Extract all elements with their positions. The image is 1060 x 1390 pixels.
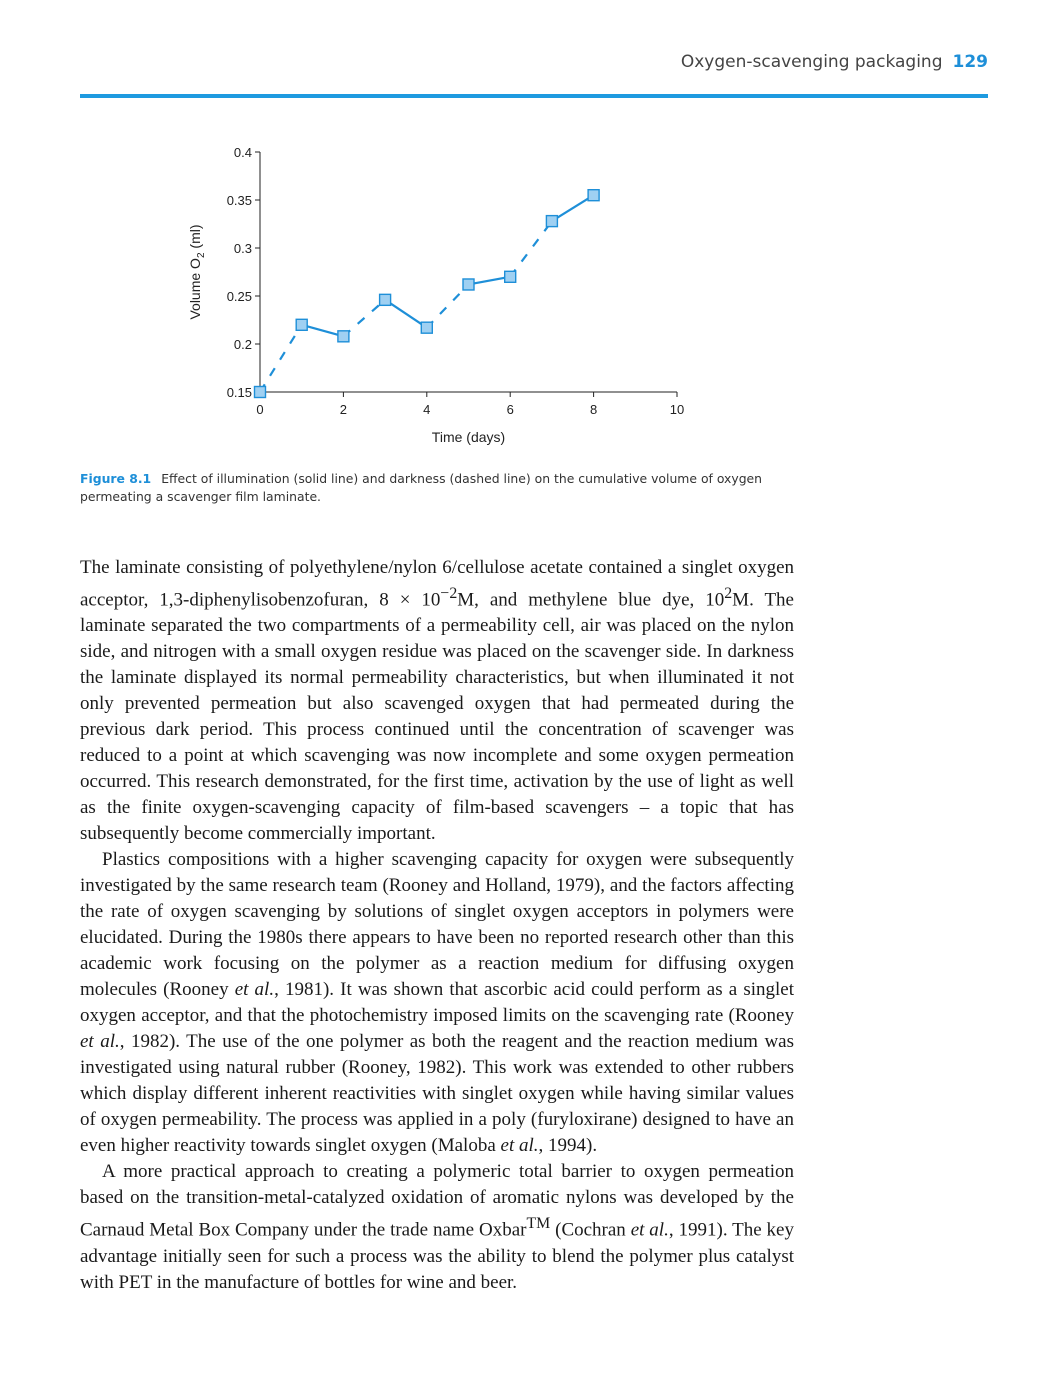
x-tick-label: 8 bbox=[589, 402, 598, 417]
data-point-marker bbox=[546, 216, 557, 227]
data-point-marker bbox=[463, 279, 474, 290]
paragraph-3-text-c: , 1991). The key advantage initially seen for such a process was the ability to blend the polymer plus catalyst with PET in the manufacture of bottles for wine and beer. bbox=[80, 1219, 794, 1293]
paragraph-2-etal-2: et al. bbox=[80, 1031, 120, 1053]
paragraph-2-etal-1: et al. bbox=[234, 979, 275, 1001]
body-text bbox=[80, 555, 794, 1296]
paragraph-3-text-a: A more practical approach to creating a polymeric total barrier to oxygen permeation based on the transition-metal-catalyzed oxidation of aromatic nylons was developed by the Carnaud Metal Box Company under the trade name Oxbar bbox=[80, 1161, 794, 1241]
paragraph-1-text-b: M, and methylene blue dye, 10 bbox=[457, 589, 725, 611]
data-point-marker bbox=[588, 190, 599, 201]
paragraph-1 bbox=[80, 555, 794, 847]
series-segment-dashed bbox=[343, 300, 385, 336]
x-tick-label: 4 bbox=[423, 402, 431, 417]
paragraph-3-etal: et al. bbox=[630, 1219, 669, 1241]
paragraph-2-text-d: , 1994). bbox=[538, 1135, 598, 1157]
series-segment-dashed bbox=[427, 284, 469, 327]
data-point-marker bbox=[505, 271, 516, 282]
paragraph-2-text-a: Plastics compositions with a higher scavenging capacity for oxygen were subsequently investigated by the same research team (Rooney and Holland, 1979), and the factors affecting the rate of oxygen scavenging by solutions of singlet oxygen acceptors in polymers were elucidated. During the 1980s there appears to have been no reported research other than this academic work focusing on the polymer as a reaction medium for diffusing oxygen molecules (Rooney bbox=[80, 849, 794, 1001]
data-point-marker bbox=[338, 331, 349, 342]
figure-caption-text: Effect of illumination (solid line) and darkness (dashed line) on the cumulative volume of oxygen permeating a scavenger film laminate. bbox=[80, 471, 763, 504]
paragraph-3-trademark: TM bbox=[526, 1215, 551, 1233]
page-number: 129 bbox=[952, 52, 988, 72]
y-axis-title-main: Volume O bbox=[187, 258, 203, 320]
y-axis-title-suffix: (ml) bbox=[187, 224, 203, 253]
y-tick-label: 0.2 bbox=[233, 337, 252, 352]
series-segment-solid bbox=[469, 277, 511, 285]
paragraph-2-text-c: , 1982). The use of the one polymer as both the reagent and the reaction medium was investigated using natural rubber (Rooney, 1982). This work was extended to other rubbers which display different inherent reactivities with singlet oxygen while having similar values of oxygen permeability. The process was applied in a poly (furyloxirane) designed to have an even higher reactivity towards singlet oxygen (Maloba bbox=[80, 1031, 794, 1157]
series-segment-dashed bbox=[260, 325, 302, 392]
series-segment-solid bbox=[302, 325, 344, 337]
paragraph-1-text-a: The laminate consisting of polyethylene/nylon 6/cellulose acetate contained a singlet oxygen acceptor, 1,3-diphenylisobenzofuran, 8 × 10 bbox=[80, 557, 794, 611]
paragraph-2 bbox=[80, 847, 794, 1159]
x-tick-label: 6 bbox=[506, 402, 514, 417]
header-rule bbox=[80, 94, 988, 98]
running-head bbox=[80, 52, 988, 72]
paragraph-3-text-b: (Cochran bbox=[550, 1219, 631, 1241]
paragraph-1-sup-1: −2 bbox=[440, 585, 458, 602]
data-point-marker bbox=[421, 322, 432, 333]
series-segment-solid bbox=[385, 300, 427, 328]
y-tick-label: 0.35 bbox=[226, 193, 252, 208]
y-tick-label: 0.15 bbox=[226, 385, 252, 400]
x-tick-label: 2 bbox=[339, 402, 348, 417]
chart-axes bbox=[227, 145, 685, 417]
running-title: Oxygen-scavenging packaging bbox=[680, 52, 943, 72]
chart-series bbox=[255, 190, 600, 398]
data-point-marker bbox=[296, 319, 307, 330]
y-tick-label: 0.25 bbox=[226, 289, 252, 304]
series-segment-solid bbox=[552, 195, 594, 221]
paragraph-1-text-c: M. The laminate separated the two compartments of a permeability cell, air was placed on the nylon side, and nitrogen with a small oxygen residue was placed on the scavenger side. In darkness the laminate displayed its normal permeability characteristics, but when illuminated it not only prevented permeation but also scavenged oxygen that had permeated during the previous dark period. This process continued until the concentration of scavenger was reduced to a point at which scavenging was now incomplete and some oxygen permeation occurred. This research demonstrated, for the first time, activation by the use of light as well as the finite oxygen-scavenging capacity of film-based scavengers – a topic that has subsequently become commercially important. bbox=[80, 589, 794, 845]
data-point-marker bbox=[380, 294, 391, 305]
y-tick-label: 0.3 bbox=[233, 241, 252, 256]
paragraph-2-text-b: , 1981). It was shown that ascorbic acid could perform as a singlet oxygen acceptor, and that the photochemistry imposed limits on the scavenging rate (Rooney bbox=[80, 979, 794, 1027]
y-axis-title bbox=[187, 224, 207, 319]
series-segment-dashed bbox=[510, 221, 552, 277]
figure-caption bbox=[80, 470, 800, 506]
paragraph-3 bbox=[80, 1159, 794, 1295]
figure-chart bbox=[150, 130, 710, 450]
x-axis-title: Time (days) bbox=[431, 429, 506, 445]
x-tick-label: 0 bbox=[256, 402, 264, 417]
figure-label: Figure 8.1 bbox=[80, 471, 152, 486]
y-axis-title-subscript: 2 bbox=[196, 252, 207, 259]
y-tick-label: 0.4 bbox=[233, 145, 252, 160]
x-tick-label: 10 bbox=[669, 402, 685, 417]
data-point-marker bbox=[255, 387, 266, 398]
paragraph-1-sup-2: 2 bbox=[724, 585, 733, 602]
paragraph-2-etal-3: et al. bbox=[500, 1135, 539, 1157]
